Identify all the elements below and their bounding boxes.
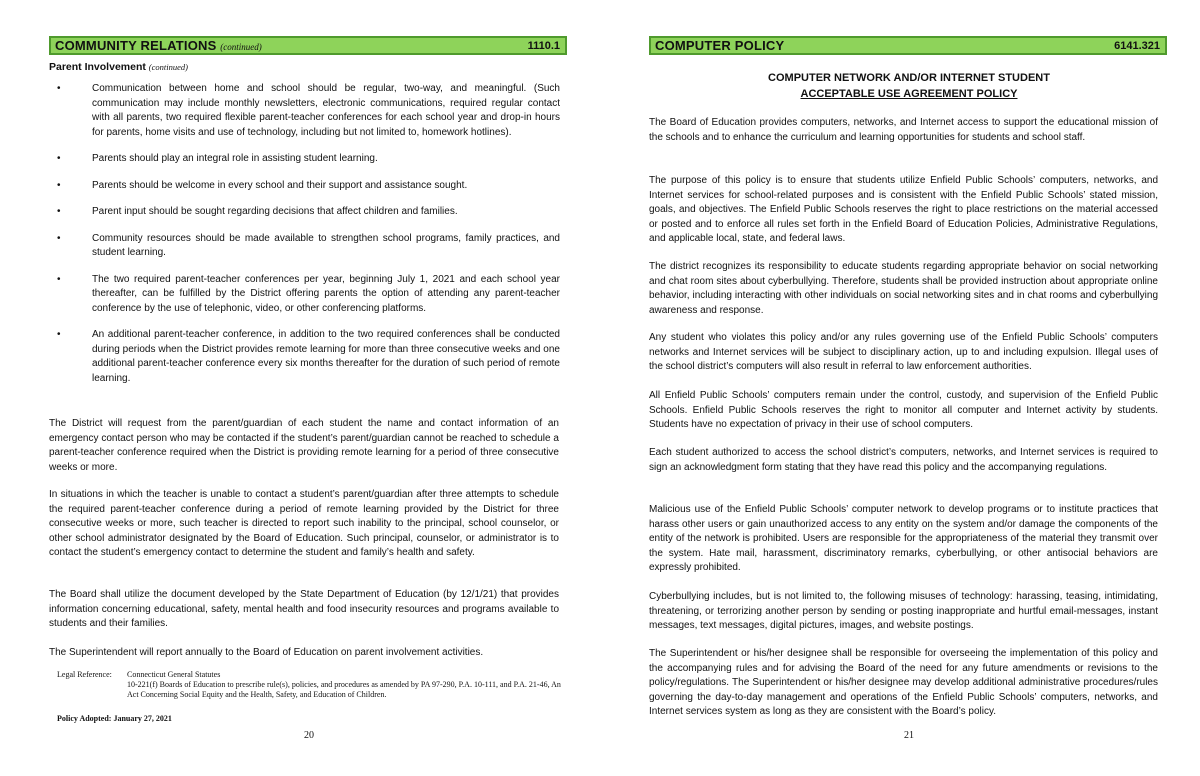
paragraph: The Superintendent or his/her designee shall be responsible for overseeing the implementation of this policy and the accompanying rules and for advising the Board of the need for any future amendments or revisions to the policy/regulations. The Superintendent or his/her designee may develop additional administrative procedures/rules governing the day-to-day management and operations of the Enfield Public Schools’ computers, networks, and Internet services system as long as they are consistent with the Board’s policy.: [649, 648, 1158, 717]
right-page: [600, 0, 1200, 776]
bullet-icon: •: [57, 232, 61, 244]
page-number: 21: [904, 730, 914, 741]
paragraph: The Superintendent will report annually to the Board of Education on parent involvement activities.: [49, 647, 484, 658]
continued-label: (continued): [220, 42, 262, 52]
bullet-list: [49, 82, 560, 398]
document-title: COMPUTER NETWORK AND/OR INTERNET STUDENT ACCEPTABLE USE AGREEMENT POLICY: [768, 72, 1050, 100]
legal-reference: [57, 670, 567, 700]
section-title: COMMUNITY RELATIONS (continued): [55, 38, 262, 53]
list-item: • The two required parent-teacher conferences per year, beginning July 1, 2021 and each school year thereafter, can be fulfilled by the District offering parents the option of attending any parent-teacher conference by the use of telephonic, video, or other conferencing platforms.: [57, 273, 560, 314]
paragraph: All Enfield Public Schools’ computers remain under the control, custody, and supervision of the Enfield Public Schools. Enfield Public Schools reserves the right to monitor all computer and Internet activity by students. Students have no expectation of privacy in their use of school computers.: [649, 390, 1158, 430]
list-item: • Parent input should be sought regarding decisions that affect children and families.: [49, 205, 560, 220]
list-item: • An additional parent-teacher conference, in addition to the two required conferences shall be conducted during periods when the District provides remote learning for more than three consecutive weeks and one additional parent-teacher conference every six months thereafter for the duration of such period of remote learning.: [57, 329, 560, 384]
bullet-icon: •: [57, 329, 61, 340]
legal-label: Legal Reference:: [57, 670, 112, 679]
list-item: • Communication between home and school should be regular, two-way, and meaningful. (Such communication may include monthly newsletters, electronic communications, required regular contact with all parents, two required flexible parent-teacher conferences for each school year and drop-in hours for parents, home visits and use of technology, including but not limited to, homework hotlines).: [57, 83, 560, 138]
paragraph: Malicious use of the Enfield Public Schools’ computer network to develop programs or to institute practices that harass other users or gain unauthorized access to any entity on the system and/or damage the components of the entity of the network is prohibited. Users are responsible for the appropriateness of the material they transmit over the system. Hate mail, harassment, discriminatory remarks, cyberbullying, or other antisocial behaviors are expressly prohibited.: [649, 504, 1158, 573]
paragraph: The District will request from the parent/guardian of each student the name and contact information of an emergency contact person who may be contacted if the student’s parent/guardian cannot be reached to schedule a parent-teacher conference required when the District is providing remote learning for a period of three consecutive weeks or more.: [49, 418, 559, 473]
policy-number: 6141.321: [1114, 39, 1160, 52]
paragraph: Any student who violates this policy and/or any rules governing use of the Enfield Public Schools’ computers networks and Internet services will be subject to disciplinary action, up to and including expulsion. Illegal uses of the school district’s computers will also result in referral to law enforcement authorities.: [649, 332, 1158, 372]
section-banner: [49, 36, 567, 55]
bullet-icon: •: [57, 153, 61, 164]
bullet-icon: •: [57, 83, 61, 94]
legal-title: Connecticut General Statutes: [127, 670, 221, 679]
paragraph: The purpose of this policy is to ensure that students utilize Enfield Public Schools’ computers, networks, and Internet services for school-related purposes and is consistent with the Enfield Public Schools’ stated mission, goals, and objectives. The Enfield Public Schools reserves the right to place restrictions on the material accessed or posted and to enforce all rules set forth in the Enfield Board of Education Policies, Administrative Regulations, and applicable local, state, and federal laws.: [649, 175, 1158, 244]
paragraph: The Board of Education provides computers, networks, and Internet access to support the educational mission of the schools and to enhance the curriculum and learning opportunities for students and school staff.: [649, 117, 1158, 143]
section-banner: [649, 36, 1167, 55]
page-number: 20: [304, 730, 314, 741]
paragraph: In situations in which the teacher is unable to contact a student’s parent/guardian after three attempts to schedule the required parent-teacher conference during a period of remote learning provided by the District for three consecutive weeks or more, such teacher is directed to report such inability to the principal, school counselor, or other school administrator designated by the Board of Education. Such principal, counselor, or administrator is to contact the student’s emergency contact to determine the student and family’s health and safety.: [49, 489, 559, 558]
bullet-icon: •: [57, 273, 61, 285]
policy-number: 1110.1: [527, 39, 560, 52]
adopted-date: Policy Adopted: January 27, 2021: [57, 714, 172, 723]
section-title: COMPUTER POLICY: [655, 38, 785, 53]
list-item: • Parents should play an integral role in assisting student learning.: [49, 152, 560, 167]
bullet-icon: •: [57, 206, 61, 217]
paragraph: Cyberbullying includes, but is not limited to, the following misuses of technology: harassing, teasing, intimidating, threatening, or terrorizing another person by sending or posting inappropriate and hurtful email-messages, instant messages, text messages, digital pictures, images, and website postings.: [649, 591, 1158, 631]
paragraph: The Board shall utilize the document developed by the State Department of Education (by 12/1/21) that provides information concerning educational, safety, mental health and food insecurity resources and programs available to students and their families.: [49, 589, 559, 629]
legal-statutes: 10-221(f) Boards of Education to prescribe rule(s), policies, and procedures as amended by PA 97-290, P.A. 10-111, and P.A. 21-46, An Act Concerning Social Equity and the Health, Safety, and Education of Children.: [127, 680, 561, 699]
subheading: Parent Involvement (continued): [49, 61, 188, 73]
bullet-icon: •: [57, 179, 61, 191]
list-item: • Community resources should be made available to strengthen school programs, family practices, and student learning.: [57, 232, 560, 258]
paragraph: The district recognizes its responsibility to educate students regarding appropriate behavior on social networking and chat room sites about cyberbullying. Therefore, students shall be provided instruction about appropriate online behavior, including interacting with other individuals on social networking sites and in chat rooms and cyberbullying awareness and response.: [649, 261, 1158, 316]
paragraph: Each student authorized to access the school district’s computers, networks, and Internet services is required to sign an acknowledgment form stating that they have read this policy and the accompanying regulations.: [649, 447, 1158, 473]
list-item: • Parents should be welcome in every school and their support and assistance sought.: [49, 179, 560, 194]
